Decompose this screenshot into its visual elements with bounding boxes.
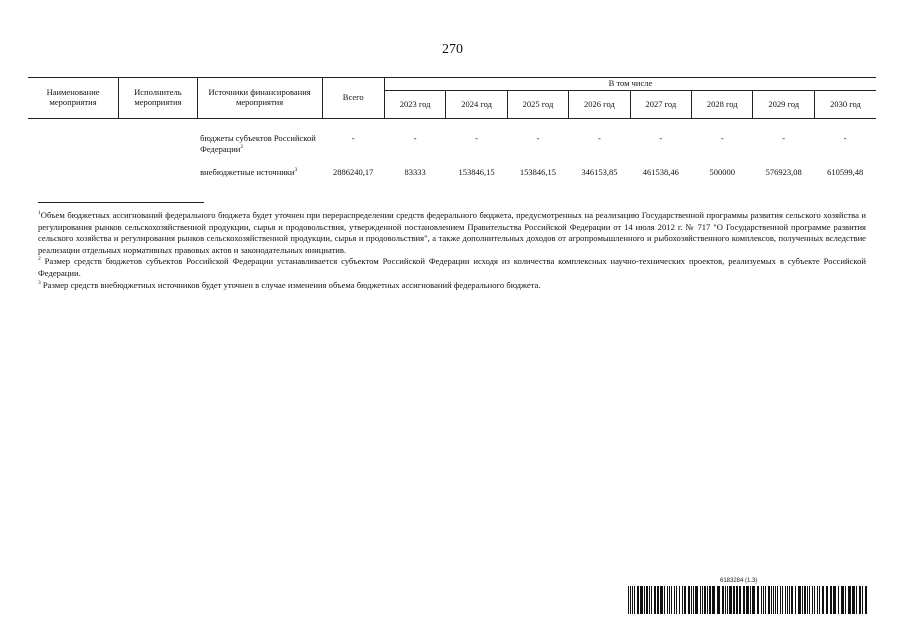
header-source: Источники финансирования мероприятия [197,78,322,119]
barcode-bar [848,586,851,614]
footnotes [38,210,866,291]
header-year: 2023 год [384,91,445,119]
barcode-bar [649,586,650,614]
barcode-bar [795,586,796,614]
executor-cell [119,119,198,164]
header-year: 2024 год [446,91,507,119]
barcode-bar [679,586,680,614]
barcode-bar [798,586,801,614]
barcode-bar [736,586,738,614]
value-cell: - [782,133,786,143]
barcode-bar [664,586,665,614]
barcode-bar [814,586,815,614]
barcode-bar [830,586,832,614]
source-cell: бюджеты субъектов Российской Федерации$^2$ [200,133,316,155]
barcode-bar [725,586,726,614]
header-name: Наименование мероприятия [28,78,119,119]
barcode-bar [634,586,635,614]
barcode-bar [657,586,659,614]
name-cell [28,119,119,164]
barcode-bar [707,586,708,614]
barcode-bar [671,586,672,614]
footnote: $^1$Объем бюджетных ассигнований федерального бюджета будет уточнен при перераспределении средств федерального бюджета, предусмотренных на реализацию Государственной программы развития сельского хозяйства и регулирования рынков сельскохозяйственной продукции, сырья и продовольствия, утвержденной постановлением Правительства Российской Федерации от 14 июля 2012 г. № 717 "О Государственной программе развития сельского хозяйства и регулирования рынков сельскохозяйственной продукции, сырья и продовольствия", а также дополнительных доходов от агропромышленного и рыбохозяйственного комплексов, полученных вследствие реализации отдельных нормативных правовых актов и законодательных инициатив. [38,210,866,255]
name-cell [28,163,119,181]
barcode-bar [789,586,790,614]
table-row [28,163,876,181]
barcode-bar [691,586,692,614]
header-year: 2029 год [753,91,814,119]
barcode-bar [817,586,818,614]
barcode-bar [852,586,855,614]
value-cell: 153846,15 [458,167,495,177]
footnote-mark: 3 [38,279,41,286]
barcode-bar [704,586,706,614]
barcode-bar [722,586,724,614]
barcode-bar [693,586,694,614]
barcode-bar [733,586,735,614]
footnote: $^3$ Размер средств внебюджетных источников будет уточнен в случае изменения объема бюджетных ассигнований федерального бюджета. [38,279,541,290]
barcode-bar [819,586,820,614]
barcode-bar [660,586,663,614]
barcode-bar [838,586,839,614]
barcode [628,586,868,614]
barcode-bar [775,586,776,614]
barcode-bar [780,586,781,614]
header-year: 2026 год [569,91,630,119]
value-cell: - [720,133,724,143]
page-number: 270 [442,42,463,57]
value-cell: - [536,133,540,143]
footnote-mark: 1 [38,210,41,217]
value-cell: 500000 [709,167,735,177]
total-cell: 2886240,17 [333,167,374,177]
barcode-bar [628,586,629,614]
barcode-bar [809,586,810,614]
barcode-bar [782,586,783,614]
barcode-bar [637,586,639,614]
value-cell: 83333 [404,167,426,177]
header-year: 2028 год [692,91,753,119]
barcode-bar [807,586,808,614]
barcode-bar [644,586,645,614]
value-cell: - [413,133,417,143]
value-cell: - [659,133,663,143]
barcode-bar [640,586,643,614]
barcode-bar [743,586,745,614]
barcode-bar [856,586,857,614]
barcode-bar [765,586,766,614]
barcode-bar [729,586,732,614]
barcode-bar [787,586,788,614]
barcode-bar [727,586,728,614]
source-cell: внебюджетные источники$^3$ [200,167,298,177]
barcode-bar [717,586,720,614]
header-year: 2025 год [507,91,568,119]
barcode-bar [777,586,778,614]
barcode-bar [763,586,764,614]
barcode-bar [761,586,762,614]
barcode-bar [757,586,759,614]
value-cell: 153846,15 [519,167,557,177]
barcode-bar [646,586,648,614]
barcode-bar [709,586,711,614]
footnote: $^2$ Размер средств бюджетов субъектов Российской Федерации устанавливается субъектом Российской Федерации исходя из количества комплексных научно-технических проектов, реализуемых в субъекте Российской Федерации. [38,256,866,278]
barcode-bar [632,586,633,614]
value-cell: - [475,133,478,143]
footnote-separator [38,202,204,203]
barcode-bar [812,586,813,614]
header-year: 2030 год [814,91,876,119]
barcode-bar [695,586,698,614]
barcode-bar [845,586,846,614]
barcode-bar [785,586,786,614]
barcode-bar [862,586,863,614]
barcode-bar [688,586,690,614]
total-cell: - [351,133,355,143]
barcode-bar [651,586,652,614]
barcode-bar [865,586,867,614]
header-year: 2027 год [630,91,691,119]
header-executor: Исполнитель мероприятия [119,78,198,119]
value-cell: 576923,08 [765,167,802,177]
barcode-bar [676,586,677,614]
barcode-bar [674,586,675,614]
barcode-bar [791,586,793,614]
executor-cell [119,163,198,181]
barcode-bar [702,586,703,614]
barcode-bar [700,586,701,614]
barcode-bar [684,586,686,614]
barcode-bar [833,586,836,614]
barcode-bar [804,586,806,614]
value-cell: - [597,133,601,143]
barcode-bar [841,586,844,614]
barcode-bar [822,586,824,614]
barcode-bar [773,586,774,614]
barcode-bar [667,586,668,614]
footnote-mark: 2 [38,256,41,263]
footnote-ref: 2 [240,144,244,151]
funding-table [28,77,876,181]
value-cell: 610599,48 [827,167,864,177]
header-total: Всего [322,78,384,119]
barcode-bar [826,586,828,614]
barcode-bar [630,586,631,614]
value-cell: - [843,133,847,143]
barcode-bar [768,586,770,614]
barcode-bar [859,586,861,614]
barcode-bar [712,586,715,614]
barcode-bar [739,586,741,614]
barcode-id: 6183284 (1.3) [720,578,758,584]
footnote-ref: 3 [294,167,298,174]
barcode-bar [750,586,751,614]
header-including: В том числе [384,78,876,91]
barcode-bar [802,586,803,614]
barcode-bar [669,586,670,614]
barcode-bar [682,586,683,614]
barcode-bar [771,586,772,614]
barcode-bar [746,586,749,614]
value-cell: 346153,85 [581,167,618,177]
barcode-bar [752,586,755,614]
value-cell: 461538,46 [642,167,679,177]
barcode-bar [654,586,656,614]
table-row [28,119,876,164]
